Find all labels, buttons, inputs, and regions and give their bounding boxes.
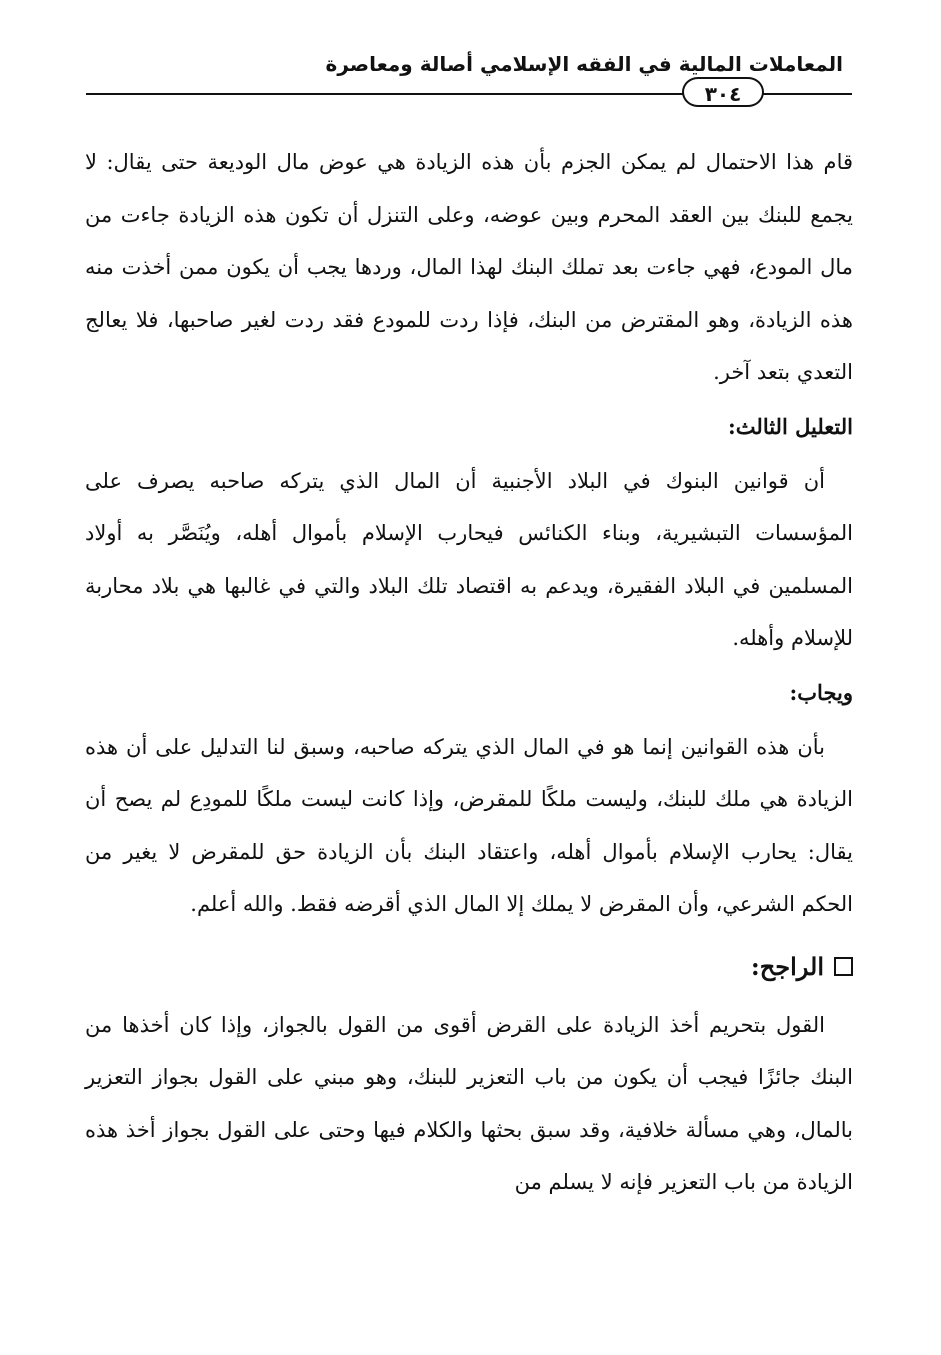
- paragraph-4: القول بتحريم أخذ الزيادة على القرض أقوى من القول بالجواز، وإذا كان أخذها من البنك جائزًا فيجب أن يكون من باب التعزير للبنك، وهو مبني على القول بجواز التعزير بالمال، وهي مسألة خلافية، وقد سبق بحثها والكلام فيها وحتى على القول بجواز أخذ هذه الزيادة من باب التعزير فإنه لا يسلم من: [85, 1012, 853, 1194]
- page-body: [85, 136, 853, 1209]
- paragraph-2: أن قوانين البنوك في البلاد الأجنبية أن المال الذي يتركه صاحبه يصرف على المؤسسات التبشيرية، وبناء الكنائس فيحارب الإسلام بأموال أهله، ويُنَصَّر به أولاد المسلمين في البلاد الفقيرة، ويدعم به اقتصاد تلك البلاد والتي في غالبها هي بلاد محاربة للإسلام وأهله.: [85, 468, 854, 650]
- heading-answer: ويجاب:: [789, 679, 853, 705]
- paragraph-1: قام هذا الاحتمال لم يمكن الجزم بأن هذه الزيادة هي عوض مال الوديعة حتى يقال: لا يجمع للبنك بين العقد المحرم وبين عوضه، وعلى التنزل أن تكون هذه الزيادة جاءت من مال المودع، فهي جاءت بعد تملك البنك لهذا المال، وردها يجب أن يكون ممن أخذت منه هذه الزيادة، وهو المقترض من البنك، فإذا ردت للمودع فقد ردت لغير صاحبها، فلا يعالج التعدي بتعد آخر.: [85, 150, 853, 384]
- page-number: ٣٠٤: [682, 77, 764, 107]
- heading-third-reasoning: التعليل الثالث:: [728, 413, 853, 439]
- running-title: المعاملات المالية في الفقه الإسلامي أصالة ومعاصرة: [325, 52, 843, 76]
- heading-preferred-label: الراجح:: [750, 951, 824, 981]
- paragraph-3: بأن هذه القوانين إنما هو في المال الذي يتركه صاحبه، وسبق لنا التدليل على أن هذه الزيادة هي ملك للبنك، وليست ملكًا للمقرض، وإذا كانت ليست ملكًا للمودِع لم يصح أن يقال: يحارب الإسلام بأموال أهله، واعتقاد البنك بأن الزيادة حق للمقرض لا يغير من الحكم الشرعي، وأن المقرض لا يملك إلا المال الذي أقرضه فقط. والله أعلم.: [85, 734, 853, 916]
- square-checkbox-icon: [834, 957, 853, 976]
- heading-preferred: [85, 935, 853, 999]
